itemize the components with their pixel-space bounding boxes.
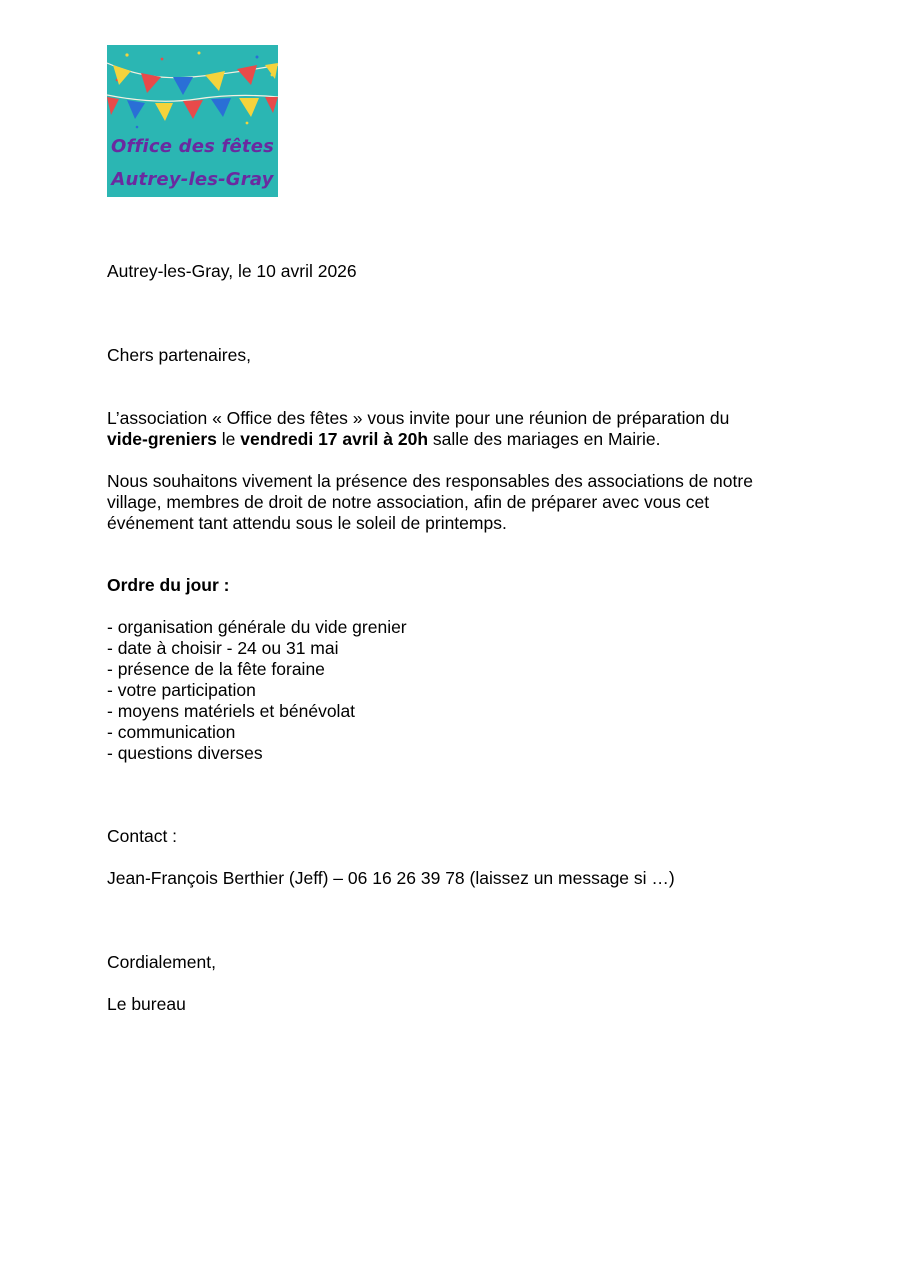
paragraph-line: Nous souhaitons vivement la présence des responsables des associations de notre: [107, 471, 753, 491]
agenda-item: - votre participation: [107, 680, 256, 700]
intro-connector: le: [216, 429, 241, 449]
agenda-list: [107, 617, 797, 764]
paragraph-line: événement tant attendu sous le soleil de printemps.: [107, 513, 507, 533]
logo-title: Office des fêtes: [110, 136, 275, 157]
logo-town: Autrey-les-Gray: [111, 169, 274, 190]
paragraph-line: village, membres de droit de notre association, afin de préparer avec vous cet: [107, 492, 710, 512]
agenda-title: Ordre du jour :: [107, 575, 230, 595]
agenda-item: - présence de la fête foraine: [107, 659, 325, 679]
agenda-item: - moyens matériels et bénévolat: [107, 701, 356, 721]
place-date: Autrey-les-Gray, le 10 avril 2026: [107, 261, 357, 281]
intro-line-2: [107, 429, 797, 450]
contact-line: Jean-François Berthier (Jeff) – 06 16 26 39 78 (laissez un message si …): [107, 868, 675, 888]
agenda-item: - communication: [107, 722, 236, 742]
office-des-fetes-logo: [107, 45, 278, 197]
invitation-paragraph: [107, 471, 797, 534]
event-location: salle des mariages en Mairie.: [428, 429, 661, 449]
agenda-item: - date à choisir - 24 ou 31 mai: [107, 638, 339, 658]
event-date: vendredi 17 avril à 20h: [240, 429, 429, 449]
intro-paragraph: [107, 408, 797, 450]
agenda-item: - questions diverses: [107, 743, 263, 763]
contact-label: Contact :: [107, 826, 178, 846]
agenda-item: - organisation générale du vide grenier: [107, 617, 407, 637]
intro-line-1: L’association « Office des fêtes » vous invite pour une réunion de préparation du: [107, 408, 730, 428]
signature: Le bureau: [107, 994, 186, 1014]
closing: Cordialement,: [107, 952, 216, 972]
event-name: vide-greniers: [107, 429, 217, 449]
greeting: Chers partenaires,: [107, 345, 251, 365]
